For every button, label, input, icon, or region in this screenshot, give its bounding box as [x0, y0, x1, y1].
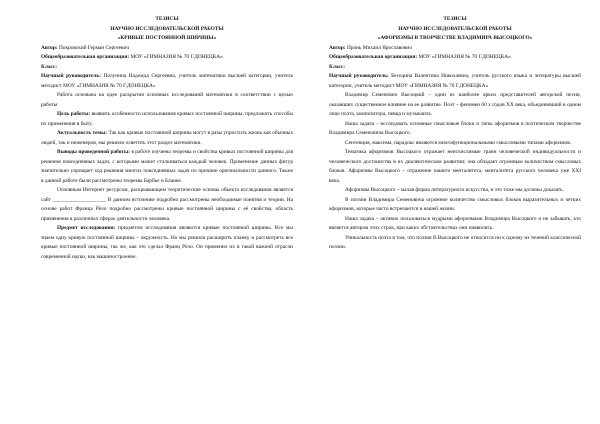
right-paragraph	[329, 196, 581, 215]
right-paragraph	[329, 91, 581, 120]
right-supervisor-row	[329, 72, 581, 91]
right-subheading: НАУЧНО ИССЛЕДОВАТЕЛЬСКОЙ РАБОТЫ	[398, 25, 512, 32]
right-paragraph-text: Сентенция, максима, парадокс являются многофункциональными смысловыми типами афоризмов.	[345, 139, 572, 146]
left-paragraph-lead: Выводы проведенной работы:	[57, 149, 130, 155]
right-paragraph	[329, 215, 581, 234]
right-paragraph	[329, 234, 581, 253]
left-paragraphs	[41, 91, 293, 262]
right-class-label: Класс:	[329, 63, 346, 70]
right-heading: ТЕЗИСЫ	[443, 16, 467, 22]
right-supervisor-value: Беседина Валентина Николаевна, учитель русского языка и литературы высшей категории, учитель методист МОУ «ГИМНАЗИЯ № 70 Г.ДОНЕЦКА»	[329, 73, 581, 89]
left-org-row	[41, 53, 293, 63]
left-author-value: Покровский Герман Сергеевич	[58, 44, 130, 51]
left-paragraph	[41, 129, 293, 148]
right-org-label: Общеобразовательная организация:	[329, 54, 418, 60]
right-class-row	[329, 63, 581, 73]
left-author-row	[41, 44, 293, 54]
right-paragraph-text: Владимир Семенович Высоцкий – один из наиболее ярких представителей авторской песни, оказавших существенное влияние на ее развитие. Поэт – феномен 60 х годов XX века, объединивший в одном лице поэта, композитора, певца и музыканта.	[329, 92, 581, 117]
right-paragraphs	[329, 91, 581, 253]
left-class-row	[41, 63, 293, 73]
right-paragraph	[329, 120, 581, 139]
right-paragraph-text: Афоризмы Высоцкого – малая форма литературного искусства, и это тоже мы должны доказать.	[345, 187, 564, 193]
left-paragraph	[41, 91, 293, 110]
right-paragraph	[329, 139, 581, 149]
left-supervisor-row	[41, 72, 293, 91]
right-paragraph-text: В поэзии Владимира Семеновича огромное количество смысловых блоков выразительных и четких афоризмов, которые часто встречаются в нашей жизни.	[329, 196, 581, 212]
left-paragraph-lead: Цель работы:	[57, 111, 91, 117]
left-paragraph	[41, 110, 293, 129]
left-title: «КРИВЫЕ ПОСТОЯННОЙ ШИРИНЫ»	[117, 35, 217, 41]
right-org-row	[329, 53, 581, 63]
right-org-value: МОУ «ГИМНАЗИЯ № 70 Г.ДОНЕЦКА»	[418, 54, 511, 60]
left-paragraph	[41, 186, 293, 224]
right-supervisor-label: Научный руководитель:	[329, 73, 389, 79]
right-paragraph-text: Уникальность поэта в том, что поэзия В.Высоцкого не относится ни к одному из течений классической поэзии.	[329, 234, 581, 250]
left-paragraph-text: Работа основана на идее раскрытия основных исследований математики в соответствии с целью работы	[41, 92, 293, 108]
left-heading: ТЕЗИСЫ	[155, 16, 179, 22]
right-author-label: Автор:	[329, 44, 346, 51]
left-paragraph-text: Основным Интернет ресурсом, раскрывающим теоретические основы объекта исследования является сайт ____________________ В данном источнике подробно рассмотрены необходимые понятия и теории. На основе работ Франца Рёло подробно рассмотрены кривые постоянной ширины с её свойства, область применения в различных сферах деятельности человека.	[41, 187, 293, 222]
right-author-value: Пронь Михаил Ярославович	[346, 44, 412, 51]
left-paragraph-text: выявить особенности использования кривых постоянной ширины, предложить способы их применения в быту.	[41, 111, 293, 127]
left-paragraph	[41, 148, 293, 186]
left-paragraph-text: Так как кривые постоянной ширины могут в разы упростить жизнь как обычных людей, так и инженеров, мы решили осветить этот раздел математики.	[41, 130, 294, 146]
right-paragraph-text: Тематика афоризмов Высоцкого отражает неисчислимые грани человеческой индивидуальности и человеческого достоинства в их диалектическом развитии; она обладает огромным количеством смысловых блоков. Афоризмы Высоцкого – отражение нашего менталитета, менталитета русского человека уже XXI века.	[329, 149, 581, 184]
left-paragraph-lead: Актуальность темы:	[57, 130, 108, 136]
left-supervisor-label: Научный руководитель:	[41, 73, 101, 79]
right-abstract-column	[329, 15, 581, 253]
left-abstract-column	[41, 15, 293, 262]
left-author-label: Автор:	[41, 44, 58, 51]
left-paragraph	[41, 224, 293, 262]
left-org-value: МОУ «ГИМНАЗИЯ № 70 Г.ДОНЕЦКА»	[130, 54, 223, 60]
left-paragraph-text: в работе изучены теоремы и свойства кривых постоянной ширины для решения повседневных задач, с которыми может сталкиваться каждый человек. Применение данных фигур значительно упрощает ход решения многих повседневных задач по причине оригинальности данного. Также в данной работе были рассмотрены теоремы Барбье и Бланке.	[41, 149, 293, 184]
left-supervisor-value: Полунина Надежда Сергеевна, учитель математики высшей категории, учитель методист МОУ «ГИМНАЗИЯ № 70 Г.ДОНЕЦКА»	[41, 73, 293, 89]
right-paragraph	[329, 186, 581, 196]
right-paragraph-text: Наша задача – исследовать основные смысловые блоки и типы афоризмов в поэтическом творчестве Владимира Семеновича Высоцкого.	[329, 120, 581, 136]
left-paragraph-lead: Предмет исследования:	[57, 225, 116, 231]
left-subheading: НАУЧНО ИССЛЕДОВАТЕЛЬСКОЙ РАБОТЫ	[110, 25, 224, 32]
right-title: «АФОРИЗМЫ В ТВОРЧЕСТВЕ ВЛАДИМИРА ВЫСОЦКОГО»	[377, 35, 533, 41]
right-paragraph-text: Наша задача – активно пользоваться мудрыми афоризмами Владимира Высоцкого и не забывать, кто является автором этих строк, при каких обстоятельствах они появились.	[329, 215, 581, 231]
right-paragraph	[329, 148, 581, 186]
right-author-row	[329, 44, 581, 54]
left-paragraph-text: предметом исследования являются кривые постоянной ширины. Все мы знаем одну кривую постоянной ширины – окружность. Но мы решили расширить планку и рассмотреть все кривые постоянной ширины, так же, как это сделал Франц Рёло. Он применил их в такой важной отрасли современной науки, как машиностроение.	[41, 225, 293, 260]
left-org-label: Общеобразовательная организация:	[41, 54, 130, 60]
left-class-label: Класс:	[41, 63, 58, 70]
